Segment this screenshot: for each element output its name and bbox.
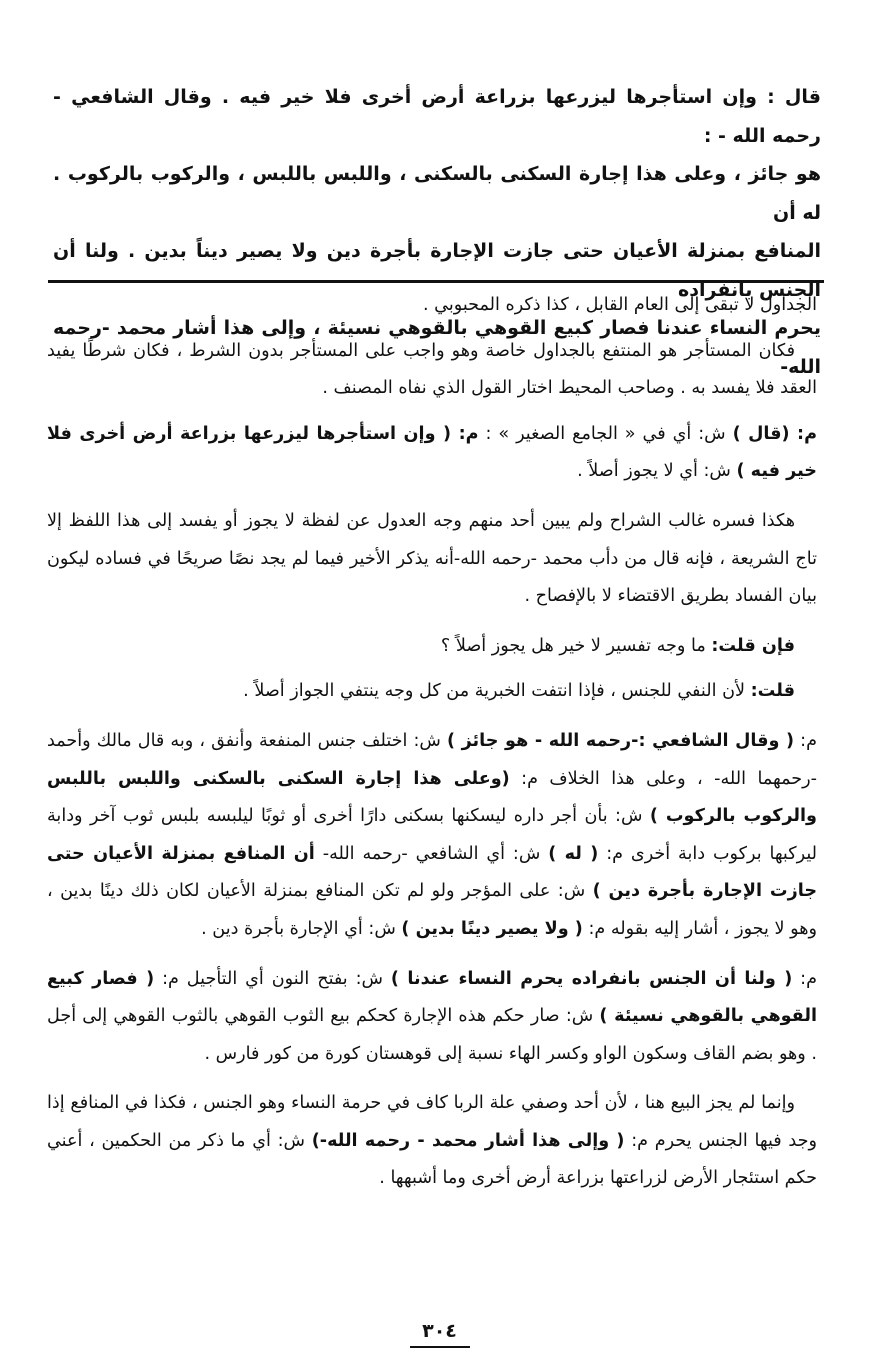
matn-quote: ( ولا يصير دينًا بدين ) xyxy=(401,918,583,939)
matn-quote: ( وإلى هذا أشار محمد - رحمه الله-) xyxy=(311,1130,625,1151)
matn-quote: أن المنافع بمنزلة الأعيان حتى جازت الإجارة بأجرة دين ) xyxy=(47,843,817,902)
matn-marker: م: (قال ) xyxy=(732,423,817,444)
answer-marker: قلت: xyxy=(750,681,795,702)
sharh-text: ش: أي الشافعي -رحمه الله- xyxy=(314,843,549,864)
matn-marker: م: xyxy=(792,968,817,989)
commentary-paragraph xyxy=(47,628,817,666)
matn-quote: ( له ) xyxy=(548,843,599,864)
commentary-block xyxy=(47,287,817,1210)
page-number: ٣٠٤ xyxy=(422,1320,457,1342)
commentary-paragraph xyxy=(47,723,817,949)
sharh-text: ش: على المؤجر ولو لم تكن المنافع بمنزلة الأعيان لكان ذلك دينًا بدين ، وهو لا يجوز ، أشار إليه بقوله م: xyxy=(47,881,817,939)
question-marker: فإن قلت: xyxy=(711,635,795,656)
matn-quote: (وعلى هذا إجارة السكنى بالسكنى واللبس باللبس والركوب بالركوب ) xyxy=(47,768,817,827)
question-text: ما وجه تفسير لا خير هل يجوز أصلاً ؟ xyxy=(440,635,712,656)
commentary-paragraph xyxy=(47,961,817,1074)
answer-text: لأن النفي للجنس ، فإذا انتفت الخبرية من كل وجه ينتفي الجواز أصلاً . xyxy=(243,681,751,702)
main-text-line: المنافع بمنزلة الأعيان حتى جازت الإجارة بأجرة دين ولا يصير ديناً بدين . ولنا أن الجنس بانفراده xyxy=(53,240,821,301)
page-number-underline xyxy=(410,1346,470,1348)
commentary-paragraph: فكان المستأجر هو المنتفع بالجداول خاصة وهو واجب على المستأجر بدون الشرط ، فكان شرطًا يفيد العقد فلا يفسد به . وصاحب المحيط اختار القول الذي نفاه المصنف . xyxy=(47,340,817,399)
commentary-paragraph xyxy=(47,416,817,491)
matn-quote: م: ( وإن استأجرها ليزرعها بزراعة أرض أخرى فلا خير فيه ) xyxy=(47,423,817,482)
sharh-text: ش: صار حكم هذه الإجارة كحكم بيع الثوب القوهي بالثوب القوهي إلى أجل . وهو بضم القاف وسكون الواو وكسر الهاء نسبة إلى قوهستان كورة من كور فارس . xyxy=(47,1006,817,1064)
sharh-text: ش: أي لا يجوز أصلاً . xyxy=(577,461,737,482)
matn-marker: م: xyxy=(794,730,817,751)
commentary-paragraph: هكذا فسره غالب الشراح ولم يبين أحد منهم وجه العدول عن لفظة لا يجوز أو يفسد إلى هذا اللفظ إلا تاج الشريعة ، فإنه قال من دأب محمد -رحمه الله-أنه يذكر الأخير فيما لم يجد نصًا صريحًا في فساده ليكون بيان الفساد بطريق الاقتضاء لا بالإفصاح . xyxy=(47,510,817,607)
sharh-text: ش: أي الإجارة بأجرة دين . xyxy=(201,918,402,939)
matn-quote: ( فصار كبيع القوهي بالقوهي نسيئة ) xyxy=(47,968,817,1027)
sharh-text: ش: بفتح النون أي التأجيل م: xyxy=(154,968,391,989)
matn-quote: ( ولنا أن الجنس بانفراده يحرم النساء عندنا ) xyxy=(390,968,793,989)
sharh-text: ش: أي في « الجامع الصغير » : xyxy=(478,423,733,444)
matn-quote: ( وقال الشافعي :-رحمه الله - هو جائز ) xyxy=(446,730,795,751)
main-text-line: قال : وإن استأجرها ليزرعها بزراعة أرض أخرى فلا خير فيه . وقال الشافعي - رحمه الله - : xyxy=(53,86,821,147)
sharh-text: ش: اختلف جنس المنفعة وأنفق ، وبه قال مالك وأحمد -رحمهما الله- ، وعلى هذا الخلاف م: xyxy=(47,730,817,789)
section-divider xyxy=(48,280,824,283)
sharh-text: وإنما لم يجز البيع هنا ، لأن أحد وصفي علة الربا كاف في حرمة النساء وهو الجنس ، فكذا في المنافع إذا وجد فيها الجنس يحرم م: xyxy=(47,1093,818,1151)
commentary-paragraph xyxy=(47,1085,817,1198)
commentary-paragraph xyxy=(47,673,817,711)
main-text-line: يحرم النساء عندنا فصار كبيع القوهي بالقوهي نسيئة ، وإلى هذا أشار محمد -رحمه الله- xyxy=(53,317,821,378)
commentary-paragraph: الجداول لا تبقى إلى العام القابل ، كذا ذكره المحبوبي . xyxy=(422,295,817,315)
sharh-text: ش: بأن أجر داره ليسكنها بسكنى دارًا أخرى أو ثوبًا ليلبسه بلبس ثوب آخر ودابة ليركبها بركوب دابة أخرى م: xyxy=(47,806,817,864)
main-text-line: هو جائز ، وعلى هذا إجارة السكنى بالسكنى ، واللبس باللبس ، والركوب بالركوب . له أن xyxy=(53,163,821,224)
sharh-text: ش: أي ما ذكر من الحكمين ، أعني حكم استئجار الأرض لزراعتها بزراعة أرض أخرى وما أشبهها . xyxy=(47,1130,817,1189)
